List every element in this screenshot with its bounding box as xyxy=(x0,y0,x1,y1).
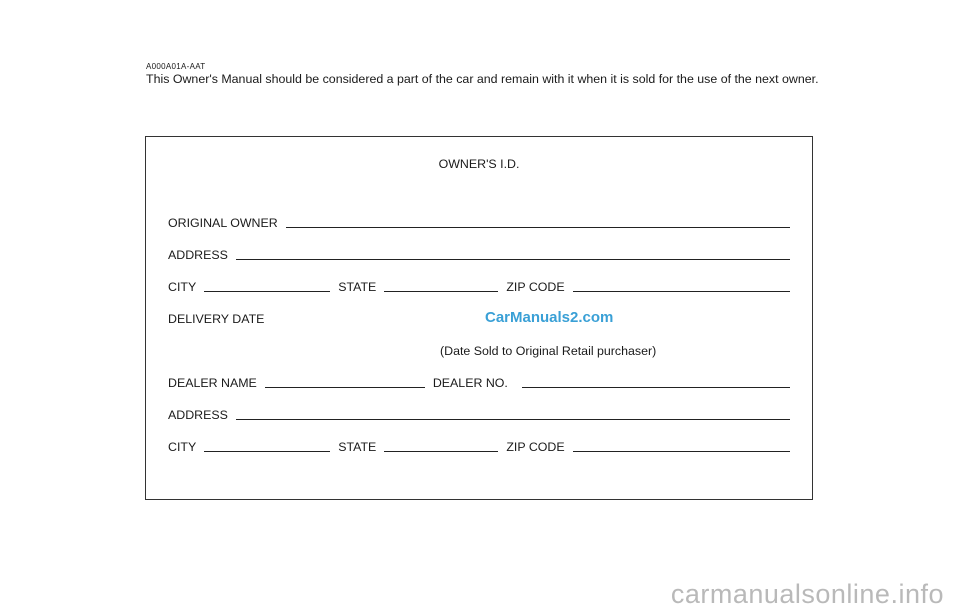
city-field[interactable] xyxy=(204,291,330,292)
dealer-city-label: CITY xyxy=(168,440,197,454)
state-field[interactable] xyxy=(384,291,498,292)
address-field[interactable] xyxy=(236,259,790,260)
date-hint: (Date Sold to Original Retail purchaser) xyxy=(440,344,657,358)
address-label: ADDRESS xyxy=(168,248,228,262)
dealer-city-field[interactable] xyxy=(204,451,330,452)
site-watermark: CarManuals2.com xyxy=(485,309,614,326)
dealer-zip-field[interactable] xyxy=(573,451,790,452)
document-code: A000A01A-AAT xyxy=(146,62,206,71)
dealer-state-field[interactable] xyxy=(384,451,498,452)
dealer-no-field[interactable] xyxy=(522,387,790,388)
owner-id-card xyxy=(145,136,813,500)
dealer-state-label: STATE xyxy=(338,440,377,454)
address-row xyxy=(168,246,790,262)
original-owner-field[interactable] xyxy=(286,227,790,228)
city-state-zip-row xyxy=(168,278,790,294)
dealer-name-field[interactable] xyxy=(265,387,425,388)
original-owner-label: ORIGINAL OWNER xyxy=(168,216,278,230)
dealer-city-state-zip-row xyxy=(168,438,790,454)
dealer-address-field[interactable] xyxy=(236,419,790,420)
delivery-date-label: DELIVERY DATE xyxy=(168,312,265,326)
dealer-name-label: DEALER NAME xyxy=(168,376,257,390)
dealer-row xyxy=(168,374,790,390)
footer-watermark: carmanualsonline.info xyxy=(670,579,944,609)
zip-field[interactable] xyxy=(573,291,790,292)
state-label: STATE xyxy=(338,280,377,294)
original-owner-row xyxy=(168,214,790,230)
dealer-address-label: ADDRESS xyxy=(168,408,228,422)
dealer-no-label: DEALER NO. xyxy=(432,376,508,390)
zip-label: ZIP CODE xyxy=(506,280,565,294)
intro-paragraph: This Owner's Manual should be considered a part of the car and remain with it when it is sold for the use of the next owner. xyxy=(146,72,819,86)
city-label: CITY xyxy=(168,280,197,294)
dealer-zip-label: ZIP CODE xyxy=(506,440,565,454)
dealer-address-row xyxy=(168,406,790,422)
delivery-date-row xyxy=(168,310,790,326)
card-title: OWNER'S I.D. xyxy=(438,157,520,171)
